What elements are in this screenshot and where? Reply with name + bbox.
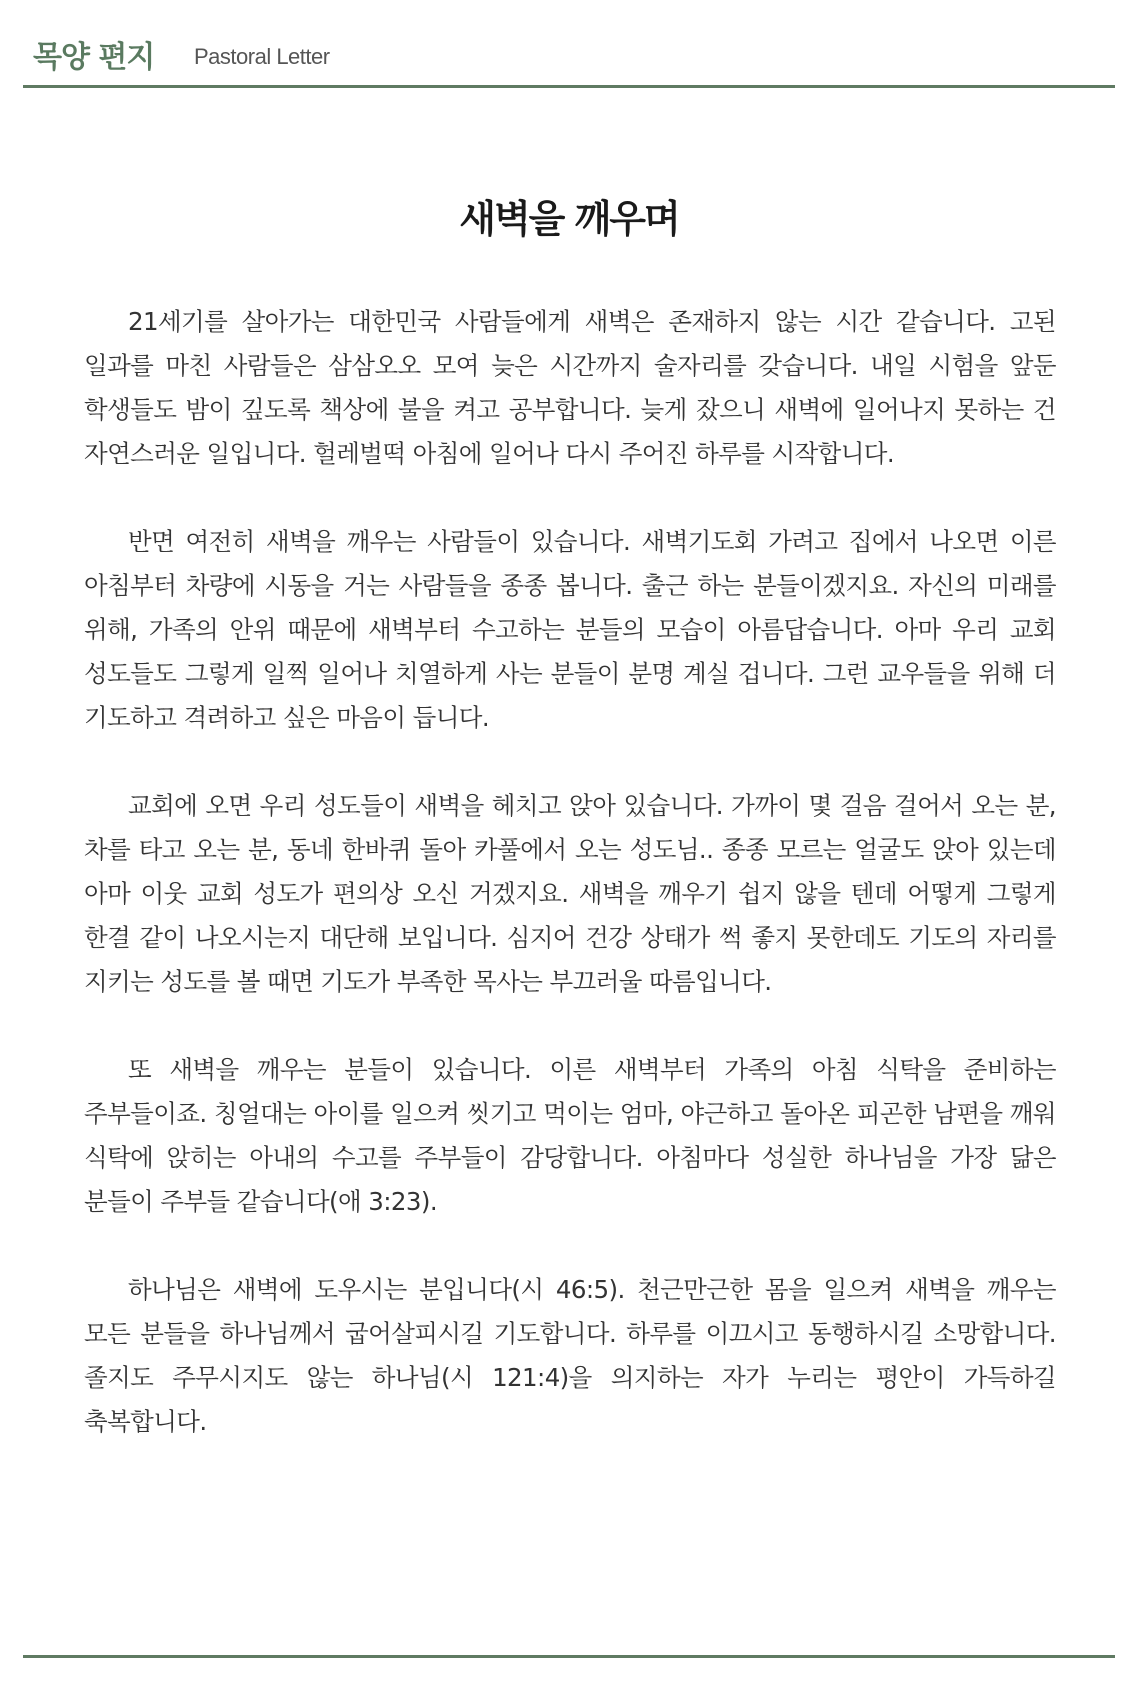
header-title-korean: 목양 편지 (33, 40, 155, 75)
paragraph-3: 교회에 오면 우리 성도들이 새벽을 헤치고 앉아 있습니다. 가까이 몇 걸음 걸어서 오는 분, 차를 타고 오는 분, 동네 한바퀴 돌아 카풀에서 오는 성도님.. 종종 모르는 얼굴도 앉아 있는데 아마 이웃 교회 성도가 편의상 오신 거겠지요. 새벽을 깨우기 쉽지 않을 텐데 어떻게 그렇게 한결 같이 나오시는지 대단해 보입니다. 심지어 건강 상태가 썩 좋지 못한데도 기도의 자리를 지키는 성도를 볼 때면 기도가 부족한 목사는 부끄러울 따름입니다. (84, 791, 1056, 996)
article-title: 새벽을 깨우며 (459, 197, 679, 241)
page-header (23, 18, 1115, 88)
header-title-english: Pastoral Letter (194, 44, 330, 69)
paragraph-4: 또 새벽을 깨우는 분들이 있습니다. 이른 새벽부터 가족의 아침 식탁을 준비하는 주부들이죠. 칭얼대는 아이를 일으켜 씻기고 먹이는 엄마, 야근하고 돌아온 피곤한 남편을 깨워 식탁에 앉히는 아내의 수고를 주부들이 감당합니다. 아침마다 성실한 하나님을 가장 닮은 분들이 주부들 같습니다(애 3:23). (84, 1055, 1056, 1216)
paragraph-5: 하나님은 새벽에 도우시는 분입니다(시 46:5). 천근만근한 몸을 일으켜 새벽을 깨우는 모든 분들을 하나님께서 굽어살피시길 기도합니다. 하루를 이끄시고 동행하시길 소망합니다. 졸지도 주무시지도 않는 하나님(시 121:4)을 의지하는 자가 누리는 평안이 가득하길 축복합니다. (84, 1275, 1056, 1436)
paragraph-2: 반면 여전히 새벽을 깨우는 사람들이 있습니다. 새벽기도회 가려고 집에서 나오면 이른 아침부터 차량에 시동을 거는 사람들을 종종 봅니다. 출근 하는 분들이겠지요. 자신의 미래를 위해, 가족의 안위 때문에 새벽부터 수고하는 분들의 모습이 아름답습니다. 아마 우리 교회 성도들도 그렇게 일찍 일어나 치열하게 사는 분들이 분명 계실 겁니다. 그런 교우들을 위해 더 기도하고 격려하고 싶은 마음이 듭니다. (84, 527, 1056, 732)
article-body (84, 300, 1056, 1488)
paragraph-1: 21세기를 살아가는 대한민국 사람들에게 새벽은 존재하지 않는 시간 같습니다. 고된 일과를 마친 사람들은 삼삼오오 모여 늦은 시간까지 술자리를 갖습니다. 내일 시험을 앞둔 학생들도 밤이 깊도록 책상에 불을 켜고 공부합니다. 늦게 잤으니 새벽에 일어나지 못하는 건 자연스러운 일입니다. 헐레벌떡 아침에 일어나 다시 주어진 하루를 시작합니다. (84, 307, 1056, 468)
footer-divider (23, 1655, 1115, 1658)
